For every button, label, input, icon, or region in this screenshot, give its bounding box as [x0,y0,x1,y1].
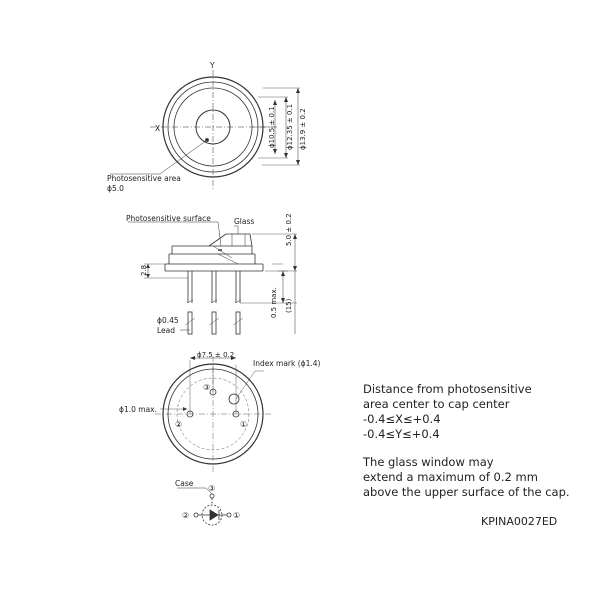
schematic-pin-3: ③ [208,484,216,493]
pin-1-label: ① [240,420,248,429]
photosensitive-area-value: ϕ5.0 [107,184,124,193]
schematic-pin-2: ② [182,511,190,520]
note-line-3: -0.4≤X≤+0.4 [363,412,441,426]
side-view [126,213,297,335]
glass-label: Glass [234,217,255,226]
document-code: KPINA0027ED [481,515,558,528]
note-line-6: extend a maximum of 0.2 mm [363,470,538,484]
dim-diameter-10-5: ϕ10.5 ± 0.1 [268,106,276,148]
dim-left: 2.8 [140,264,148,276]
bottom-view [119,351,321,472]
case-label: Case [175,479,194,488]
note-line-1: Distance from photosensitive [363,382,532,396]
x-axis-label: X [155,124,161,133]
dim-gap: 0.5 max. [270,287,278,318]
photosensitive-area-label: Photosensitive area [107,174,181,183]
dim-max-label: ϕ1.0 max. [119,405,157,414]
note-line-4: -0.4≤Y≤+0.4 [363,427,440,441]
photosensitive-surface-label: Photosensitive surface [126,214,211,223]
dim-diameter-13-9: ϕ13.9 ± 0.2 [299,108,307,150]
top-view [107,61,307,193]
y-axis-label: Y [210,61,215,70]
dim-diameter-12-35: ϕ12.35 ± 0.1 [286,103,294,150]
schematic-pin-1: ① [233,511,241,520]
lead-label: Lead [157,326,176,335]
pin-3-label: ③ [203,383,211,392]
dim-height: 5.0 ± 0.2 [285,213,293,246]
index-mark-label: Index mark (ϕ1.4) [253,359,321,368]
dim-pitch: ϕ7.5 ± 0.2 [197,351,235,359]
note-line-5: The glass window may [363,455,494,469]
note-line-2: area center to cap center [363,397,510,411]
lead-diameter: ϕ0.45 [157,316,179,325]
dim-lead-length: (15) [285,298,293,313]
note-line-7: above the upper surface of the cap. [363,485,570,499]
pin-2-label: ② [175,420,183,429]
schematic-symbol [175,479,240,525]
